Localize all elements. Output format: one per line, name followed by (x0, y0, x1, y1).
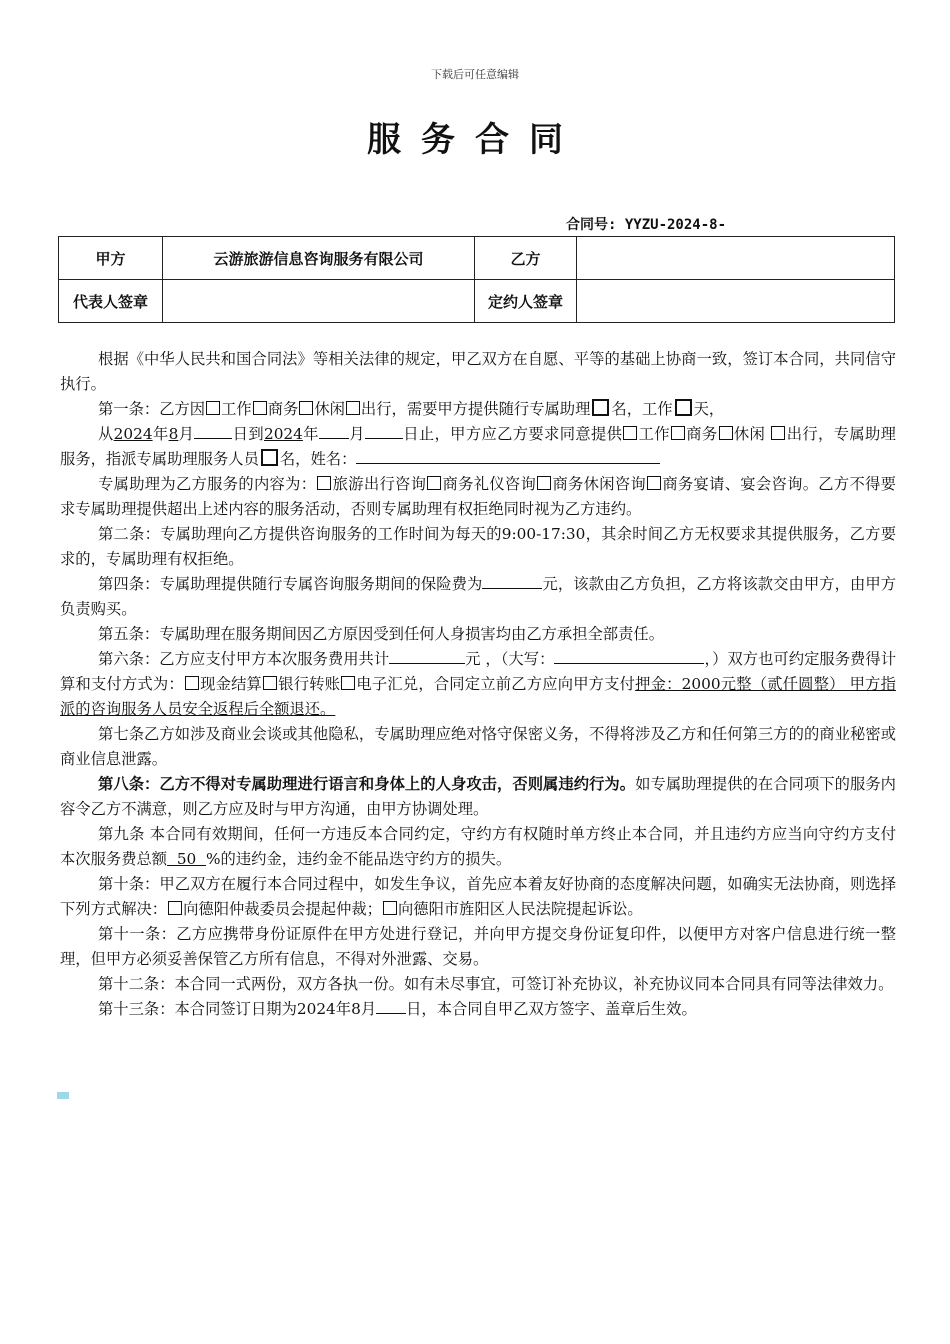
sign-day-field[interactable] (376, 997, 406, 1014)
contract-number: 合同号: YYZU-2024-8- (566, 217, 727, 233)
clause-text: 第四条：专属助理提供随行专属咨询服务期间的保险费为 (98, 575, 483, 593)
checkbox-icon[interactable] (206, 401, 220, 415)
clause-7: 第七条乙方如涉及商业会谈或其他隐私，专属助理应绝对恪守保密义务，不得将涉及乙方和任何第三方的的商业秘密或商业信息泄露。 (60, 725, 896, 768)
clause-12: 第十二条：本合同一式两份，双方各执一份。如有未尽事宜，可签订补充协议，补充协议同本合同具有同等法律效力。 (98, 975, 894, 993)
checkbox-icon[interactable] (346, 401, 360, 415)
contract-body (60, 347, 896, 1022)
clause-2: 第二条：专属助理向乙方提供咨询服务的工作时间为每天的9:00-17:30，其余时间乙方无权要求其提供服务，乙方要求的，专属助理有权拒绝。 (60, 525, 896, 568)
option-label: 休闲 (314, 400, 345, 418)
name-field[interactable] (356, 447, 660, 464)
checkbox-icon[interactable] (253, 401, 267, 415)
clause-1 (60, 397, 896, 422)
option-label: 商务宴请、宴会咨询。乙方不得要求专属助理提供超出上述内容的服务活动，否则专属助理有权拒绝同时视为乙方违约。 (60, 475, 896, 518)
clause-1-scope (60, 472, 896, 522)
clause-text: 年 (152, 425, 169, 443)
clause-text: 从 (98, 425, 114, 443)
clause-1-dates (60, 422, 896, 472)
clause-text: 第十三条：本合同签订日期为2024年8月 (98, 1000, 377, 1018)
day-field[interactable] (365, 422, 403, 439)
checkbox-icon[interactable] (341, 676, 355, 690)
checkbox-icon[interactable] (427, 476, 441, 490)
option-label: 休闲 (733, 425, 766, 443)
party-b-value[interactable] (577, 237, 895, 280)
checkbox-icon[interactable] (537, 476, 551, 490)
party-a-value: 云游旅游信息咨询服务有限公司 (163, 237, 475, 280)
contract-sign-value[interactable] (577, 280, 895, 323)
year-field[interactable]: 2024 (263, 425, 303, 443)
checkbox-icon[interactable] (263, 676, 277, 690)
clause-text: 电子汇兑，合同定立前乙方应向甲方支付 (356, 675, 636, 693)
clause-8-bold: 第八条：乙方不得对专属助理进行语言和身体上的人身攻击，否则属违约行为。 (98, 775, 636, 793)
penalty-percent[interactable]: 50 (167, 850, 207, 868)
clause-text: 日止，甲方应乙方要求同意提供 (402, 425, 623, 443)
clause-text: 元 ，（大写： (465, 650, 555, 668)
clause-text: 年 (302, 425, 319, 443)
checkbox-icon[interactable] (168, 901, 182, 915)
clause-text: 日，本合同自甲乙双方签字、盖章后生效。 (406, 1000, 697, 1018)
option-label: 工作 (638, 425, 670, 443)
checkbox-icon[interactable] (647, 476, 661, 490)
clause-13 (60, 997, 896, 1022)
checkbox-icon[interactable] (261, 449, 278, 466)
clause-text: 第九条 本合同有效期间，任何一方违反本合同约定，守约方有权随时单方终止本合同，并且违约方应当向守约方支付本次服务费总额 (60, 825, 896, 868)
checkbox-icon[interactable] (623, 426, 637, 440)
checkbox-icon[interactable] (592, 399, 609, 416)
option-label: 银行转账 (278, 675, 341, 693)
clause-6 (60, 647, 896, 722)
option-label: 商务 (685, 425, 718, 443)
clause-text: 日到 (232, 425, 264, 443)
cursor-marker (57, 1092, 69, 1099)
clause-text: 月 (178, 425, 195, 443)
table-row (59, 237, 895, 280)
option-label: 现金结算 (199, 675, 263, 693)
checkbox-icon[interactable] (719, 426, 733, 440)
checkbox-icon[interactable] (317, 476, 331, 490)
clause-text: %的违约金，违约金不能品迭守约方的损失。 (206, 850, 512, 868)
option-label: 向德阳市旌阳区人民法院提起诉讼。 (397, 900, 643, 918)
header-note: 下载后可任意编辑 (431, 68, 519, 81)
parties-table (58, 236, 895, 323)
checkbox-icon[interactable] (185, 676, 199, 690)
clause-text: 第一条：乙方因 (98, 400, 206, 418)
clause-text: 第十条：甲乙双方在履行本合同过程中，如发生争议，首先应本着友好协商的态度解决问题，如确实无法协商，则选择下列方式解决： (60, 875, 896, 918)
checkbox-icon[interactable] (299, 401, 313, 415)
insurance-fee-field[interactable] (482, 572, 542, 589)
clause-4 (60, 572, 896, 622)
clause-text: 元，该款由乙方负担，乙方将该款交由甲方，由甲方负责购买。 (60, 575, 896, 618)
month-field[interactable] (319, 422, 349, 439)
checkbox-icon[interactable] (671, 426, 685, 440)
clause-text: ，）双方也可约定服务费得计算和支付方式为： (60, 650, 896, 693)
clause-text: 天， (693, 400, 725, 418)
rep-sign-value[interactable] (163, 280, 475, 323)
clause-text: 月 (348, 425, 365, 443)
clause-text: 名，姓名： (279, 450, 357, 468)
fee-amount-field[interactable] (389, 647, 465, 664)
party-b-label: 乙方 (475, 237, 577, 280)
fee-words-field[interactable] (554, 647, 704, 664)
option-label: 商务休闲咨询 (552, 475, 647, 493)
option-label: 工作 (221, 400, 252, 418)
checkbox-icon[interactable] (771, 426, 785, 440)
checkbox-icon[interactable] (383, 901, 397, 915)
clause-text: 出行，需要甲方提供随行专属助理 (360, 400, 591, 418)
clause-text: 名，工作 (611, 400, 673, 418)
clause-11: 第十一条：乙方应携带身份证原件在甲方处进行登记，并向甲方提交身份证复印件，以便甲方对客户信息进行统一整理，但甲方必须妥善保管乙方所有信息，不得对外泄露、交易。 (60, 925, 896, 968)
option-label: 旅游出行咨询 (332, 475, 427, 493)
option-label: 商务 (267, 400, 299, 418)
clause-9 (60, 822, 896, 872)
clause-10 (60, 872, 896, 922)
clause-5: 第五条：专属助理在服务期间因乙方原因受到任何人身损害均由乙方承担全部责任。 (98, 625, 664, 643)
option-label: 商务礼仪咨询 (442, 475, 537, 493)
page-title: 服务合同 (367, 120, 583, 160)
year-field[interactable]: 2024 (113, 425, 153, 443)
clause-8 (60, 772, 896, 822)
clause-text: 出行，专属助理服务，指派专属助理服务人员 (60, 425, 896, 468)
clause-text: 专属助理为乙方服务的内容为： (98, 475, 317, 493)
clause-text: 第六条：乙方应支付甲方本次服务费用共计 (98, 650, 390, 668)
rep-sign-label: 代表人签章 (59, 280, 163, 323)
month-field[interactable]: 8 (168, 425, 179, 443)
table-row (59, 280, 895, 323)
day-field[interactable] (194, 422, 232, 439)
deposit-text: 押金：2000元整（贰仟圆整） 甲方指派的咨询服务人员安全返程后全额退还。 (60, 675, 896, 718)
checkbox-icon[interactable] (675, 399, 692, 416)
option-label: 向德阳仲裁委员会提起仲裁； (183, 900, 382, 918)
contract-sign-label: 定约人签章 (475, 280, 577, 323)
party-a-label: 甲方 (59, 237, 163, 280)
clause-text: 如专属助理提供的在合同项下的服务内容令乙方不满意，则乙方应及时与甲方沟通，由甲方协调处理。 (60, 775, 896, 818)
intro-paragraph: 根据《中华人民共和国合同法》等相关法律的规定，甲乙双方在自愿、平等的基础上协商一致，签订本合同，共同信守执行。 (60, 350, 896, 393)
